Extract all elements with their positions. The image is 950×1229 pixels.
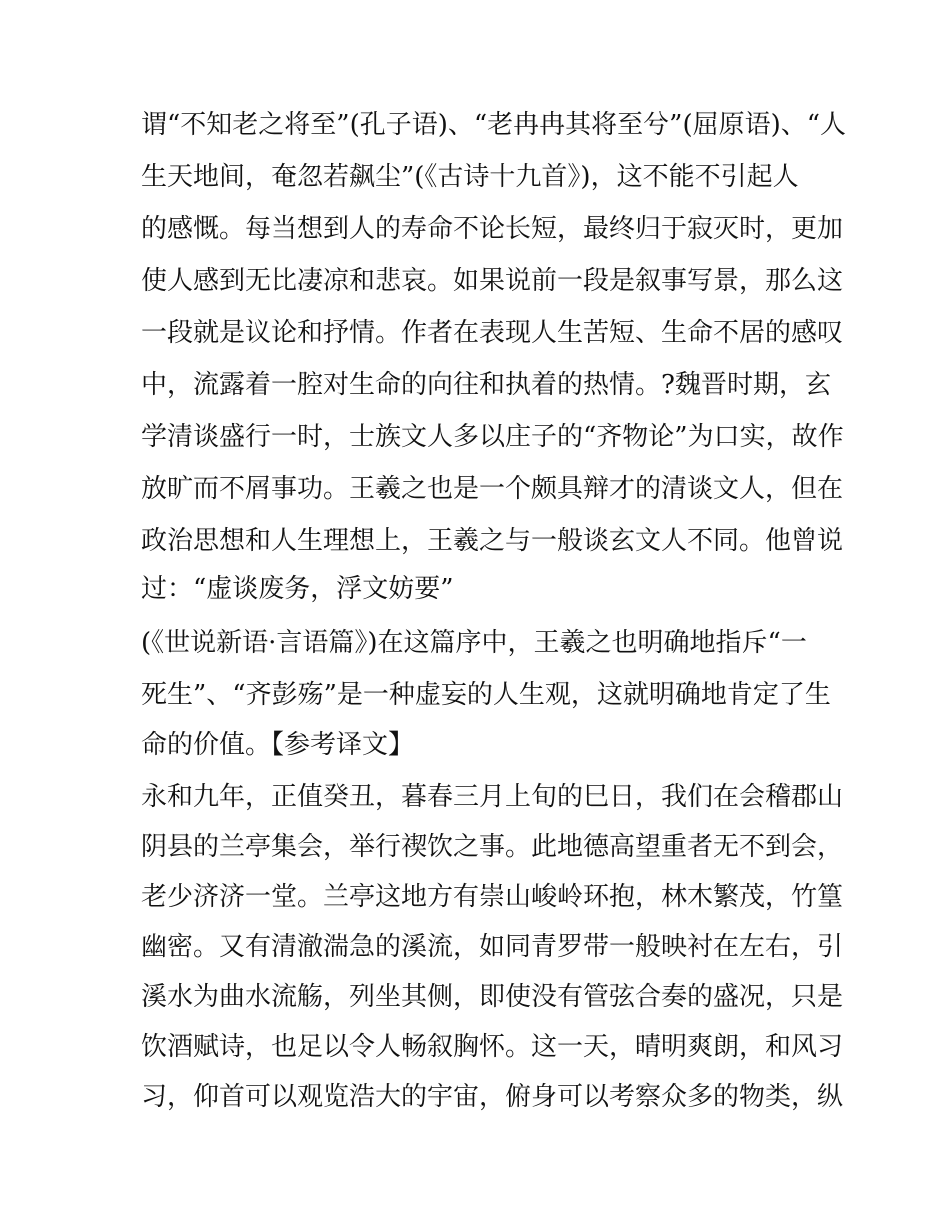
- text-line-17: 幽密。又有清澈湍急的溪流，如同青罗带一般映衬在左右，引: [141, 932, 844, 962]
- text-line-3: 的感慨。每当想到人的寿命不论长短，最终归于寂灭时，更加: [141, 214, 844, 244]
- text-line-13: 命的价值。【参考译文】: [141, 730, 415, 760]
- text-line-8: 放旷而不屑事功。王羲之也是一个颇具辩才的清谈文人，但在: [141, 474, 844, 504]
- text-line-19: 饮酒赋诗，也足以令人畅叙胸怀。这一天，晴明爽朗，和风习: [141, 1032, 844, 1062]
- text-line-11: (《世说新语·言语篇》)在这篇序中，王羲之也明确地指斥“一: [141, 628, 807, 658]
- text-line-12: 死生”、“齐彭殇”是一种虚妄的人生观，这就明确地肯定了生: [141, 680, 831, 710]
- text-line-9: 政治思想和人生理想上，王羲之与一般谈玄文人不同。他曾说: [141, 526, 844, 556]
- text-line-6: 中，流露着一腔对生命的向往和执着的热情。?魏晋时期，玄: [141, 370, 831, 400]
- text-line-5: 一段就是议论和抒情。作者在表现人生苦短、生命不居的感叹: [141, 318, 844, 348]
- text-line-18: 溪水为曲水流觞，列坐其侧，即使没有管弦合奏的盛况，只是: [141, 982, 844, 1012]
- text-line-20: 习，仰首可以观览浩大的宇宙，俯身可以考察众多的物类，纵: [141, 1082, 844, 1112]
- text-line-7: 学清谈盛行一时，士族文人多以庄子的“齐物论”为口实，故作: [141, 422, 844, 452]
- text-line-4: 使人感到无比凄凉和悲哀。如果说前一段是叙事写景，那么这: [141, 266, 844, 296]
- text-line-2: 生天地间，奄忽若飙尘”(《古诗十九首》)，这不能不引起人: [141, 162, 799, 192]
- text-line-15: 阴县的兰亭集会，举行禊饮之事。此地德高望重者无不到会，: [141, 832, 844, 862]
- text-line-14: 永和九年，正值癸丑，暮春三月上旬的巳日，我们在会稽郡山: [141, 782, 844, 812]
- text-line-10: 过：“虚谈废务，浮文妨要”: [141, 574, 454, 604]
- text-line-1: 谓“不知老之将至”(孔子语)、“老冉冉其将至兮”(屈原语)、“人: [141, 110, 847, 140]
- text-line-16: 老少济济一堂。兰亭这地方有崇山峻岭环抱，林木繁茂，竹篁: [141, 882, 844, 912]
